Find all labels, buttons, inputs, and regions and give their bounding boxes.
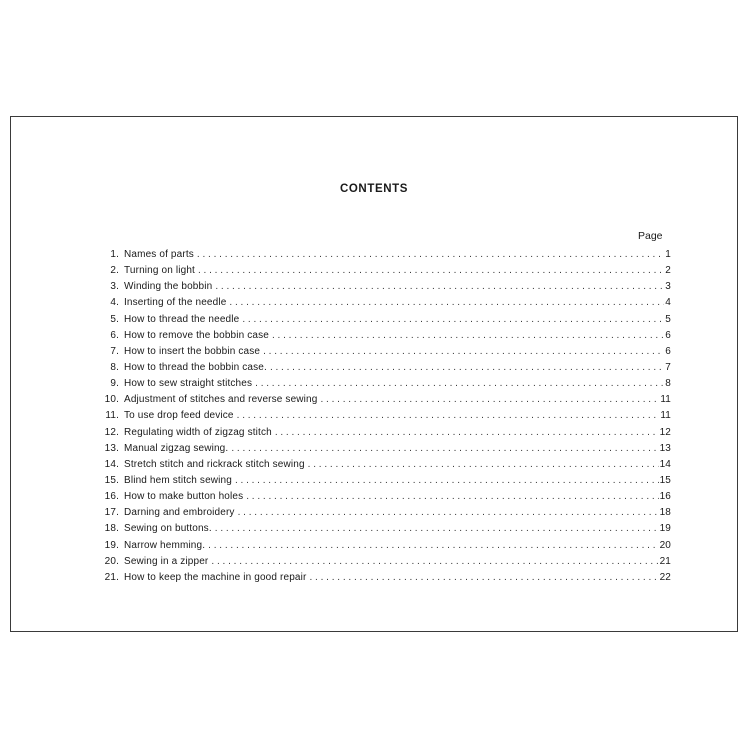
toc-dot-leader xyxy=(238,507,659,518)
toc-entry-number: 18. xyxy=(104,523,119,535)
toc-entry-title: How to remove the bobbin case xyxy=(124,329,269,341)
toc-entry-number: 11. xyxy=(105,410,119,422)
toc-entry xyxy=(93,249,671,265)
toc-entry-title: Turning on light xyxy=(124,265,195,277)
toc-entry-title: How to thread the needle xyxy=(124,313,240,325)
toc-entry-page: 14 xyxy=(659,458,671,470)
contents-title: CONTENTS xyxy=(339,183,409,195)
toc-entry xyxy=(93,314,671,330)
toc-entry xyxy=(93,459,671,475)
toc-entry xyxy=(93,281,671,297)
toc-entry-title: How to insert the bobbin case xyxy=(124,345,261,357)
toc-dot-leader xyxy=(235,475,659,486)
toc-entry-title: Winding the bobbin xyxy=(124,281,213,293)
toc-entry-number: 12. xyxy=(104,426,119,438)
toc-dot-leader xyxy=(237,410,660,421)
toc-entry-title: Manual zigzag sewing. xyxy=(124,442,229,454)
toc-entry-number: 5. xyxy=(110,313,119,325)
toc-entry-page: 7 xyxy=(665,361,671,373)
toc-entry-number: 19. xyxy=(104,539,119,551)
manual-page xyxy=(10,116,738,632)
toc-entry-title: How to keep the machine in good repair xyxy=(124,571,307,583)
toc-entry-page: 21 xyxy=(659,555,671,567)
toc-entry-page: 19 xyxy=(659,523,671,535)
toc-dot-leader xyxy=(255,378,664,389)
toc-entry-page: 5 xyxy=(665,313,671,325)
toc-entry-number: 7. xyxy=(110,345,119,357)
table-of-contents xyxy=(93,249,671,588)
toc-entry-page: 6 xyxy=(665,345,671,357)
toc-dot-leader xyxy=(272,330,664,341)
toc-entry-number: 6. xyxy=(110,329,119,341)
toc-entry xyxy=(93,330,671,346)
toc-entry-title: Sewing in a zipper xyxy=(124,555,209,567)
toc-entry-page: 4 xyxy=(665,297,671,309)
toc-entry-number: 8. xyxy=(110,361,119,373)
toc-entry xyxy=(93,394,671,410)
toc-entry-title: How to sew straight stitches xyxy=(124,378,253,390)
toc-entry-number: 16. xyxy=(104,491,119,503)
toc-entry-title: Stretch stitch and rickrack stitch sewing xyxy=(124,458,305,470)
toc-entry-page: 13 xyxy=(659,442,671,454)
toc-dot-leader xyxy=(215,281,664,292)
toc-dot-leader xyxy=(229,297,664,308)
toc-entry-number: 10. xyxy=(104,394,119,406)
toc-entry xyxy=(93,297,671,313)
toc-entry xyxy=(93,443,671,459)
toc-entry-page: 6 xyxy=(665,329,671,341)
toc-entry-page: 15 xyxy=(659,474,671,486)
toc-entry-number: 15. xyxy=(104,474,119,486)
toc-entry xyxy=(93,475,671,491)
toc-entry xyxy=(93,362,671,378)
toc-entry-page: 8 xyxy=(665,378,671,390)
toc-dot-leader xyxy=(242,314,664,325)
toc-dot-leader xyxy=(275,427,659,438)
toc-entry-title: To use drop feed device xyxy=(124,410,234,422)
toc-entry-title: Names of parts xyxy=(124,249,194,260)
toc-entry-number: 4. xyxy=(110,297,119,309)
toc-entry xyxy=(93,491,671,507)
toc-dot-leader xyxy=(309,572,658,583)
toc-entry-number: 20. xyxy=(104,555,119,567)
toc-entry-page: 20 xyxy=(659,539,671,551)
toc-dot-leader xyxy=(308,459,659,470)
toc-entry-page: 1 xyxy=(665,249,671,260)
toc-entry-number: 1. xyxy=(110,249,119,260)
toc-entry-title: Narrow hemming. xyxy=(124,539,206,551)
toc-entry-title: How to thread the bobbin case. xyxy=(124,361,267,373)
toc-dot-leader xyxy=(246,491,658,502)
toc-dot-leader xyxy=(198,265,664,276)
toc-entry-page: 16 xyxy=(659,491,671,503)
toc-entry-number: 3. xyxy=(110,281,119,293)
toc-entry xyxy=(93,507,671,523)
toc-entry xyxy=(93,378,671,394)
toc-entry-page: 11 xyxy=(660,394,671,406)
toc-entry-title: Inserting of the needle xyxy=(124,297,227,309)
toc-dot-leader xyxy=(208,540,658,551)
toc-entry-title: How to make button holes xyxy=(124,491,244,503)
toc-dot-leader xyxy=(215,523,659,534)
toc-entry xyxy=(93,572,671,588)
toc-entry xyxy=(93,523,671,539)
toc-dot-leader xyxy=(320,394,659,405)
toc-dot-leader xyxy=(197,249,664,260)
toc-entry xyxy=(93,410,671,426)
toc-entry-title: Sewing on buttons. xyxy=(124,523,212,535)
toc-entry-title: Adjustment of stitches and reverse sewing xyxy=(124,394,318,406)
toc-entry xyxy=(93,540,671,556)
toc-entry-number: 2. xyxy=(110,265,119,277)
toc-entry-page: 12 xyxy=(659,426,671,438)
page-column-header: Page xyxy=(638,230,663,242)
toc-entry-title: Blind hem stitch sewing xyxy=(124,474,232,486)
toc-entry-page: 22 xyxy=(659,571,671,583)
toc-entry-page: 3 xyxy=(665,281,671,293)
toc-entry xyxy=(93,427,671,443)
toc-entry-page: 18 xyxy=(659,507,671,519)
toc-entry-number: 17. xyxy=(104,507,119,519)
toc-dot-leader xyxy=(231,443,658,454)
toc-dot-leader xyxy=(263,346,664,357)
toc-entry xyxy=(93,556,671,572)
toc-entry-number: 21. xyxy=(104,571,119,583)
toc-entry-number: 13. xyxy=(104,442,119,454)
toc-entry-number: 14. xyxy=(104,458,119,470)
toc-entry-page: 2 xyxy=(665,265,671,277)
toc-entry xyxy=(93,346,671,362)
toc-entry-page: 11 xyxy=(660,410,671,422)
toc-dot-leader xyxy=(211,556,658,567)
toc-entry-number: 9. xyxy=(110,378,119,390)
toc-dot-leader xyxy=(270,362,664,373)
toc-entry-title: Regulating width of zigzag stitch xyxy=(124,426,272,438)
toc-entry-title: Darning and embroidery xyxy=(124,507,235,519)
toc-entry xyxy=(93,265,671,281)
